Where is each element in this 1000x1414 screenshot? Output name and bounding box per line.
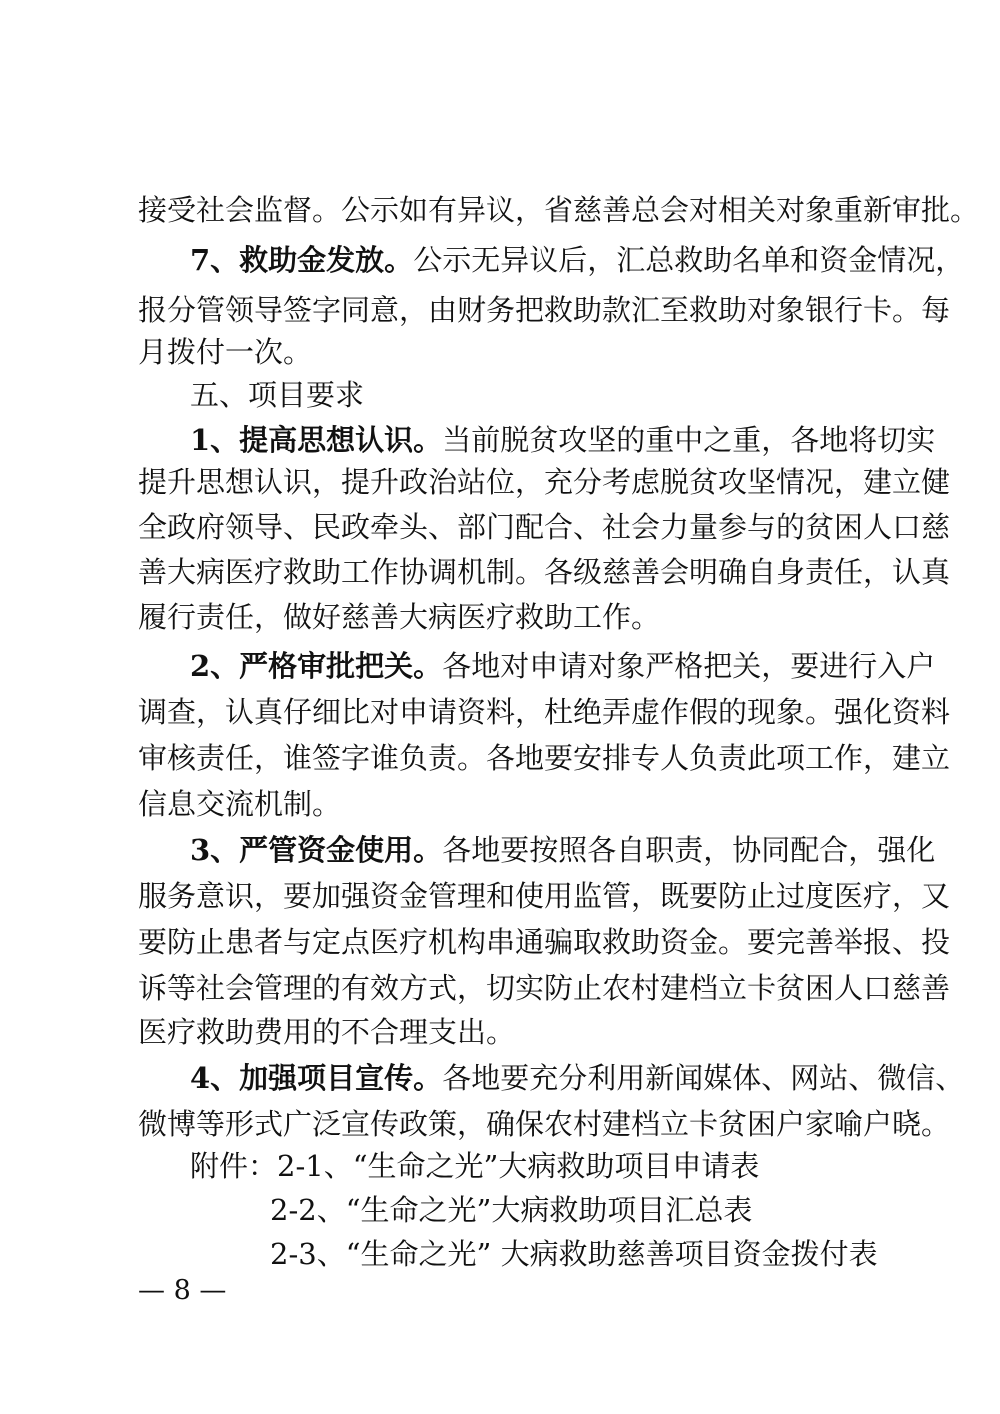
attachment-1: 附件：2-1、“生命之光”大病救助项目申请表 — [190, 1149, 760, 1183]
item-1-title: 1、提高思想认识。 — [190, 423, 443, 457]
item-3-title: 3、严管资金使用。 — [190, 833, 443, 867]
section-7-line: 7、救助金发放。公示无异议后，汇总救助名单和资金情况， — [190, 243, 965, 277]
body-line: 要防止患者与定点医疗机构串通骗取救助资金。要完善举报、投 — [138, 925, 951, 959]
attachment-3: 2-3、“生命之光” 大病救助慈善项目资金拨付表 — [270, 1237, 878, 1271]
item-2-line: 2、严格审批把关。各地对申请对象严格把关，要进行入户 — [190, 649, 936, 683]
page-number: — 8 — — [138, 1275, 227, 1306]
body-line: 调查，认真仔细比对申请资料，杜绝弄虚作假的现象。强化资料 — [138, 695, 951, 729]
body-line: 善大病医疗救助工作协调机制。各级慈善会明确自身责任，认真 — [138, 555, 951, 589]
body-line: 提升思想认识，提升政治站位，充分考虑脱贫攻坚情况，建立健 — [138, 465, 951, 499]
body-line: 服务意识，要加强资金管理和使用监管，既要防止过度医疗，又 — [138, 879, 951, 913]
body-line: 诉等社会管理的有效方式，切实防止农村建档立卡贫困人口慈善 — [138, 971, 951, 1005]
body-line: 信息交流机制。 — [138, 787, 342, 821]
body-line: 履行责任，做好慈善大病医疗救助工作。 — [138, 600, 661, 634]
item-4-line: 4、加强项目宣传。各地要充分利用新闻媒体、网站、微信、 — [190, 1061, 965, 1095]
body-line: 月拨付一次。 — [138, 335, 313, 369]
body-line: 审核责任，谁签字谁负责。各地要安排专人负责此项工作，建立 — [138, 741, 951, 775]
body-line: 接受社会监督。公示如有异议，省慈善总会对相关对象重新审批。 — [138, 193, 980, 227]
body-line: 全政府领导、民政牵头、部门配合、社会力量参与的贫困人口慈 — [138, 510, 951, 544]
section-heading: 五、项目要求 — [190, 378, 365, 412]
item-3-line: 3、严管资金使用。各地要按照各自职责，协同配合，强化 — [190, 833, 936, 867]
body-line: 医疗救助费用的不合理支出。 — [138, 1015, 516, 1049]
item-1-line: 1、提高思想认识。当前脱贫攻坚的重中之重，各地将切实 — [190, 423, 936, 457]
item-2-title: 2、严格审批把关。 — [190, 649, 443, 683]
attachment-2: 2-2、“生命之光”大病救助项目汇总表 — [270, 1193, 753, 1227]
section-7-title: 7、救助金发放。 — [190, 243, 414, 277]
body-line: 报分管领导签字同意，由财务把救助款汇至救助对象银行卡。每 — [138, 293, 951, 327]
item-4-title: 4、加强项目宣传。 — [190, 1061, 443, 1095]
body-line: 微博等形式广泛宣传政策，确保农村建档立卡贫困户家喻户晓。 — [138, 1107, 951, 1141]
